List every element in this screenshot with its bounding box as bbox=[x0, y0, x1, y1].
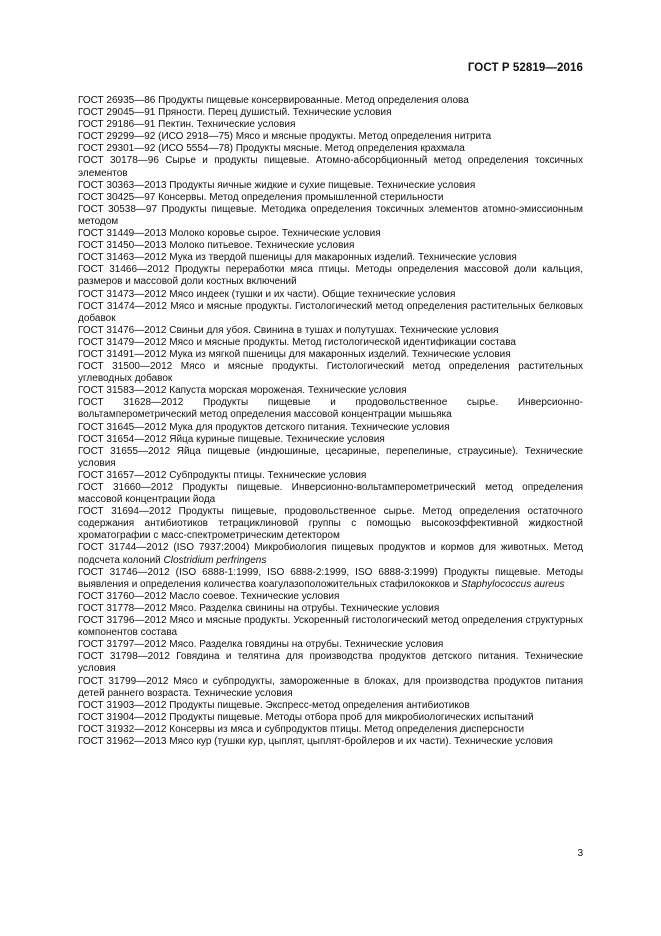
reference-entry bbox=[78, 301, 583, 325]
reference-entry bbox=[78, 155, 583, 179]
standard-title: Продукты пищевые. Инверсионно-вольтамперометрический метод определения массовой концентрации йода bbox=[78, 482, 584, 506]
standard-code: ГОСТ 31744—2012 (ISO 7937:2004) bbox=[78, 542, 250, 554]
standard-code: ГОСТ 31500—2012 bbox=[78, 361, 173, 373]
reference-entry bbox=[78, 131, 583, 143]
standard-title: Мясо кур (тушки кур, цыплят, цыплят-бройлеров и их части). Технические условия bbox=[169, 735, 553, 747]
standard-code: ГОСТ 26935—86 bbox=[78, 95, 156, 106]
standard-code: ГОСТ 29299—92 (ИСО 2918—75) bbox=[78, 131, 233, 143]
standard-title: Мясо индеек (тушки и их части). Общие технические условия bbox=[169, 288, 456, 300]
standard-code: ГОСТ 31450—2013 bbox=[78, 240, 167, 252]
standard-title: Пектин. Технические условия bbox=[158, 119, 296, 131]
reference-entry bbox=[78, 651, 583, 675]
standard-code: ГОСТ 31903—2012 bbox=[78, 699, 167, 711]
reference-entry bbox=[78, 385, 583, 397]
standard-title: Мясо и субпродукты, замороженные в блоках, для производства продуктов питания детей раннего возраста. Технические условия bbox=[78, 675, 583, 699]
standard-title: Продукты переработки мяса птицы. Методы определения массовой доли кальция, размеров и массовой доли костных включений bbox=[78, 264, 584, 288]
standard-code: ГОСТ 30363—2013 bbox=[78, 179, 167, 191]
reference-entry bbox=[78, 434, 583, 446]
standard-code: ГОСТ 30425—97 bbox=[78, 191, 156, 203]
standard-title: Мясо и мясные продукты. Метод гистологической идентификации состава bbox=[169, 336, 516, 348]
reference-entry bbox=[78, 639, 583, 651]
standard-code: ГОСТ 31628—2012 bbox=[78, 397, 184, 409]
reference-entry bbox=[78, 289, 583, 301]
standard-title: Консервы. Метод определения промышленной стерильности bbox=[158, 191, 444, 203]
standard-code: ГОСТ 31778—2012 bbox=[78, 602, 167, 614]
standard-title: Мясо и мясные продукты. Гистологический метод определения растительных углеводных добавок bbox=[78, 361, 583, 385]
reference-entry bbox=[78, 252, 583, 264]
reference-entry bbox=[78, 143, 583, 155]
reference-entry bbox=[78, 506, 583, 542]
standard-title: Яйца пищевые (индюшиные, цесариные, перепелиные, страусиные). Технические условия bbox=[78, 445, 583, 469]
standard-title: Продукты яичные жидкие и сухие пищевые. Технические условия bbox=[169, 179, 476, 191]
standard-code: ГОСТ 31660—2012 bbox=[78, 482, 174, 493]
document-header: ГОСТ Р 52819—2016 bbox=[467, 62, 583, 74]
standard-code: ГОСТ 29045—91 bbox=[78, 107, 156, 119]
standard-title: Мука из мягкой пшеницы для макаронных изделий. Технические условия bbox=[169, 348, 511, 360]
standard-title: Продукты пищевые. Методика определения токсичных элементов атомно-эмиссионным методом bbox=[78, 203, 583, 227]
standard-title: Субпродукты птицы. Технические условия bbox=[169, 469, 367, 481]
reference-entry bbox=[78, 325, 583, 337]
reference-entry bbox=[78, 397, 583, 421]
reference-entry bbox=[78, 603, 583, 615]
standard-code: ГОСТ 31473—2012 bbox=[78, 288, 167, 300]
standard-title: Говядина и телятина для производства продуктов детского питания. Технические условия bbox=[78, 651, 584, 675]
standard-code: ГОСТ 31799—2012 bbox=[78, 675, 169, 687]
standard-title: Сырье и продукты пищевые. Атомно-абсорбционный метод определения токсичных элементов bbox=[78, 155, 583, 179]
references-list bbox=[78, 95, 583, 748]
reference-entry bbox=[78, 337, 583, 349]
standard-title: Продукты пищевые. Методы отбора проб для микробиологических испытаний bbox=[169, 711, 534, 723]
reference-entry bbox=[78, 204, 583, 228]
standard-code: ГОСТ 31797—2012 bbox=[78, 639, 167, 651]
organism-name: Clostridium perfringens bbox=[163, 554, 267, 566]
standard-code: ГОСТ 31746—2012 (ISO 6888-1:1999, ISO 6888-2:1999, ISO 6888-3:1999) bbox=[78, 566, 438, 578]
standard-title: Мука для продуктов детского питания. Технические условия bbox=[169, 421, 450, 433]
standard-title: Мука из твердой пшеницы для макаронных изделий. Технические условия bbox=[169, 252, 517, 264]
standard-title: Мясо и мясные продукты. Метод определения нитрита bbox=[235, 131, 492, 143]
standard-code: ГОСТ 31962—2013 bbox=[78, 735, 167, 747]
standard-code: ГОСТ 31694—2012 bbox=[78, 506, 172, 518]
reference-entry bbox=[78, 736, 583, 748]
standard-title: Молоко питьевое. Технические условия bbox=[169, 240, 355, 252]
standard-code: ГОСТ 31798—2012 bbox=[78, 651, 170, 663]
standard-code: ГОСТ 31583—2012 bbox=[78, 385, 167, 397]
standard-code: ГОСТ 31645—2012 bbox=[78, 421, 167, 433]
reference-entry bbox=[78, 567, 583, 591]
reference-entry bbox=[78, 470, 583, 482]
standard-title: Свиньи для убоя. Свинина в тушах и полутушах. Технические условия bbox=[169, 324, 499, 336]
reference-entry bbox=[78, 422, 583, 434]
reference-entry bbox=[78, 591, 583, 603]
standard-code: ГОСТ 31463—2012 bbox=[78, 252, 167, 264]
standard-title: Продукты пищевые консервированные. Метод определения олова bbox=[158, 95, 469, 106]
standard-code: ГОСТ 31760—2012 bbox=[78, 590, 167, 602]
standard-code: ГОСТ 31796—2012 bbox=[78, 615, 167, 627]
organism-name: Staphylococcus aureus bbox=[461, 578, 565, 590]
standard-title: Мясо. Разделка свинины на отрубы. Технические условия bbox=[169, 602, 440, 614]
reference-entry bbox=[78, 349, 583, 361]
standard-title: Продукты мясные. Метод определения крахмала bbox=[235, 143, 465, 155]
standard-code: ГОСТ 31657—2012 bbox=[78, 469, 167, 481]
standard-title: Консервы из мяса и субпродуктов птицы. Метод определения дисперсности bbox=[169, 723, 525, 735]
page-number: 3 bbox=[577, 848, 583, 859]
reference-entry bbox=[78, 542, 583, 566]
standard-code: ГОСТ 29301—92 (ИСО 5554—78) bbox=[78, 143, 233, 155]
reference-entry bbox=[78, 724, 583, 736]
standard-title: Микробиология пищевых продуктов и кормов для животных. Метод подсчета колоний bbox=[78, 542, 583, 566]
reference-entry bbox=[78, 228, 583, 240]
standard-title: Мясо и мясные продукты. Ускоренный гистологический метод определения структурных компонентов состава bbox=[78, 615, 583, 639]
standard-code: ГОСТ 31655—2012 bbox=[78, 445, 171, 457]
standard-code: ГОСТ 30178—96 bbox=[78, 155, 159, 167]
standard-code: ГОСТ 31449—2013 bbox=[78, 228, 167, 240]
standard-code: ГОСТ 31932—2012 bbox=[78, 723, 167, 735]
reference-entry bbox=[78, 192, 583, 204]
standard-title: Продукты пищевые. Методы выявления и определения количества коагулазоположительных стафилококков и bbox=[78, 566, 584, 590]
reference-entry bbox=[78, 446, 583, 470]
reference-entry bbox=[78, 119, 583, 131]
standard-code: ГОСТ 31654—2012 bbox=[78, 433, 167, 445]
standard-code: ГОСТ 29186—91 bbox=[78, 119, 156, 131]
reference-entry bbox=[78, 95, 583, 107]
standard-code: ГОСТ 30538—97 bbox=[78, 203, 158, 215]
standard-code: ГОСТ 31474—2012 bbox=[78, 300, 167, 312]
standard-code: ГОСТ 31479—2012 bbox=[78, 336, 167, 348]
reference-entry bbox=[78, 180, 583, 192]
standard-title: Продукты пищевые, продовольственное сырье. Метод определения остаточного содержания антибиотиков тетрациклиновой группы с помощью высокоэффективной жидкостной хроматографии с масс-спектрометрическим детектором bbox=[78, 506, 583, 542]
standard-code: ГОСТ 31476—2012 bbox=[78, 324, 167, 336]
reference-entry bbox=[78, 240, 583, 252]
reference-entry bbox=[78, 482, 583, 506]
standard-title: Мясо. Разделка говядины на отрубы. Технические условия bbox=[169, 639, 444, 651]
reference-entry bbox=[78, 712, 583, 724]
standard-code: ГОСТ 31491—2012 bbox=[78, 348, 167, 360]
reference-entry bbox=[78, 700, 583, 712]
reference-entry bbox=[78, 361, 583, 385]
standard-title: Продукты пищевые и продовольственное сырье. Инверсионно-вольтамперометрический метод определения массовой концентрации мышьяка bbox=[78, 397, 583, 421]
standard-code: ГОСТ 31904—2012 bbox=[78, 711, 167, 723]
standard-title: Мясо и мясные продукты. Гистологический метод определения растительных белковых добавок bbox=[78, 300, 584, 324]
standard-title: Продукты пищевые. Экспресс-метод определения антибиотиков bbox=[169, 699, 470, 711]
reference-entry bbox=[78, 264, 583, 288]
standard-title: Пряности. Перец душистый. Технические условия bbox=[158, 107, 392, 119]
standard-title: Капуста морская мороженая. Технические условия bbox=[169, 385, 407, 397]
reference-entry bbox=[78, 676, 583, 700]
standard-title: Масло соевое. Технические условия bbox=[169, 590, 340, 602]
standard-title: Молоко коровье сырое. Технические условия bbox=[169, 228, 381, 240]
reference-entry bbox=[78, 615, 583, 639]
reference-entry bbox=[78, 107, 583, 119]
standard-code: ГОСТ 31466—2012 bbox=[78, 264, 170, 276]
standard-title: Яйца куриные пищевые. Технические условия bbox=[169, 433, 385, 445]
